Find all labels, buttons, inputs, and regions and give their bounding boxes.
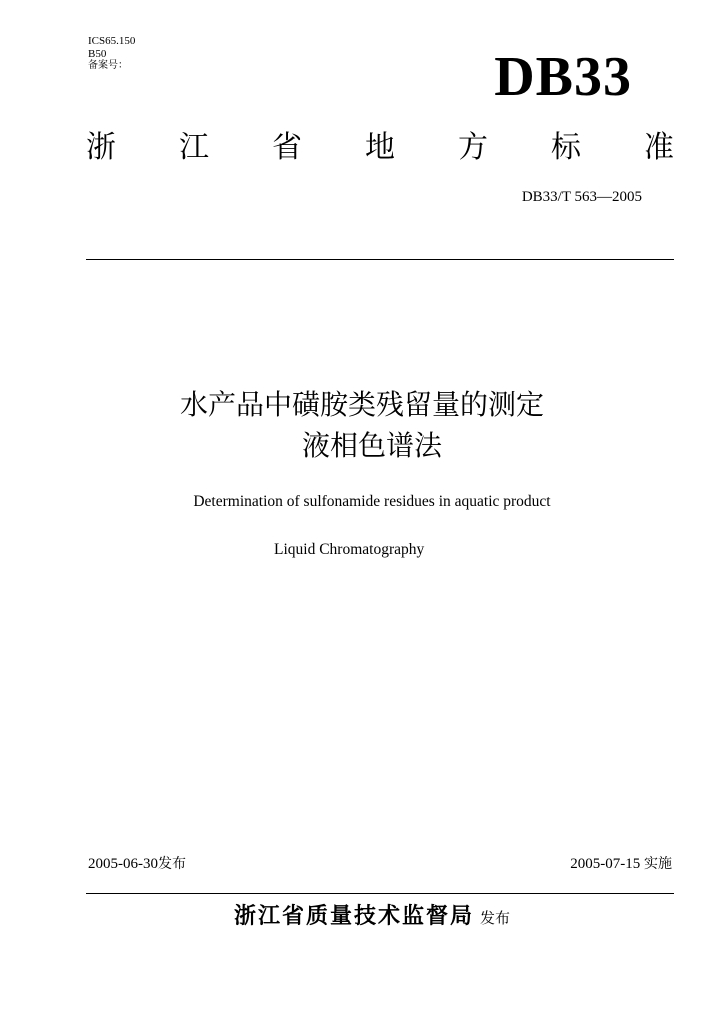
issuer-line [0,902,724,933]
title-english-line2: Liquid Chromatography [274,541,425,558]
ics-code: ICS65.150 [88,35,136,47]
issue-date-value: 2005-06-30 [88,856,158,872]
issue-date [88,854,186,874]
title-chinese-line1: 水产品中磺胺类残留量的测定 [179,388,544,421]
standard-type-char: 地 [365,130,395,165]
filing-number-label: 备案号： [88,60,128,71]
issuer-action: 发布 [480,909,511,927]
standard-type-char: 标 [551,130,581,165]
standard-type-char: 浙 [86,130,116,165]
implementation-date [570,854,672,874]
top-divider [86,259,674,260]
standard-number: DB33/T 563—2005 [521,189,642,205]
issuer-name: 浙江省质量技术监督局 [233,904,474,929]
standard-type-char: 准 [644,130,674,165]
standard-type-heading [86,128,674,168]
bottom-divider [86,893,674,894]
ccs-code: B50 [88,48,107,60]
implementation-label: 实施 [644,856,672,872]
issue-label: 发布 [158,856,186,872]
title-chinese-line2: 液相色谱法 [301,429,442,462]
standard-type-char: 方 [458,130,488,165]
standard-type-char: 省 [272,130,302,165]
db-logo: DB33 [494,46,632,108]
title-english-line1: Determination of sulfonamide residues in aquatic product [193,493,551,510]
standard-type-char: 江 [179,130,209,165]
implementation-date-value: 2005-07-15 [570,856,641,872]
